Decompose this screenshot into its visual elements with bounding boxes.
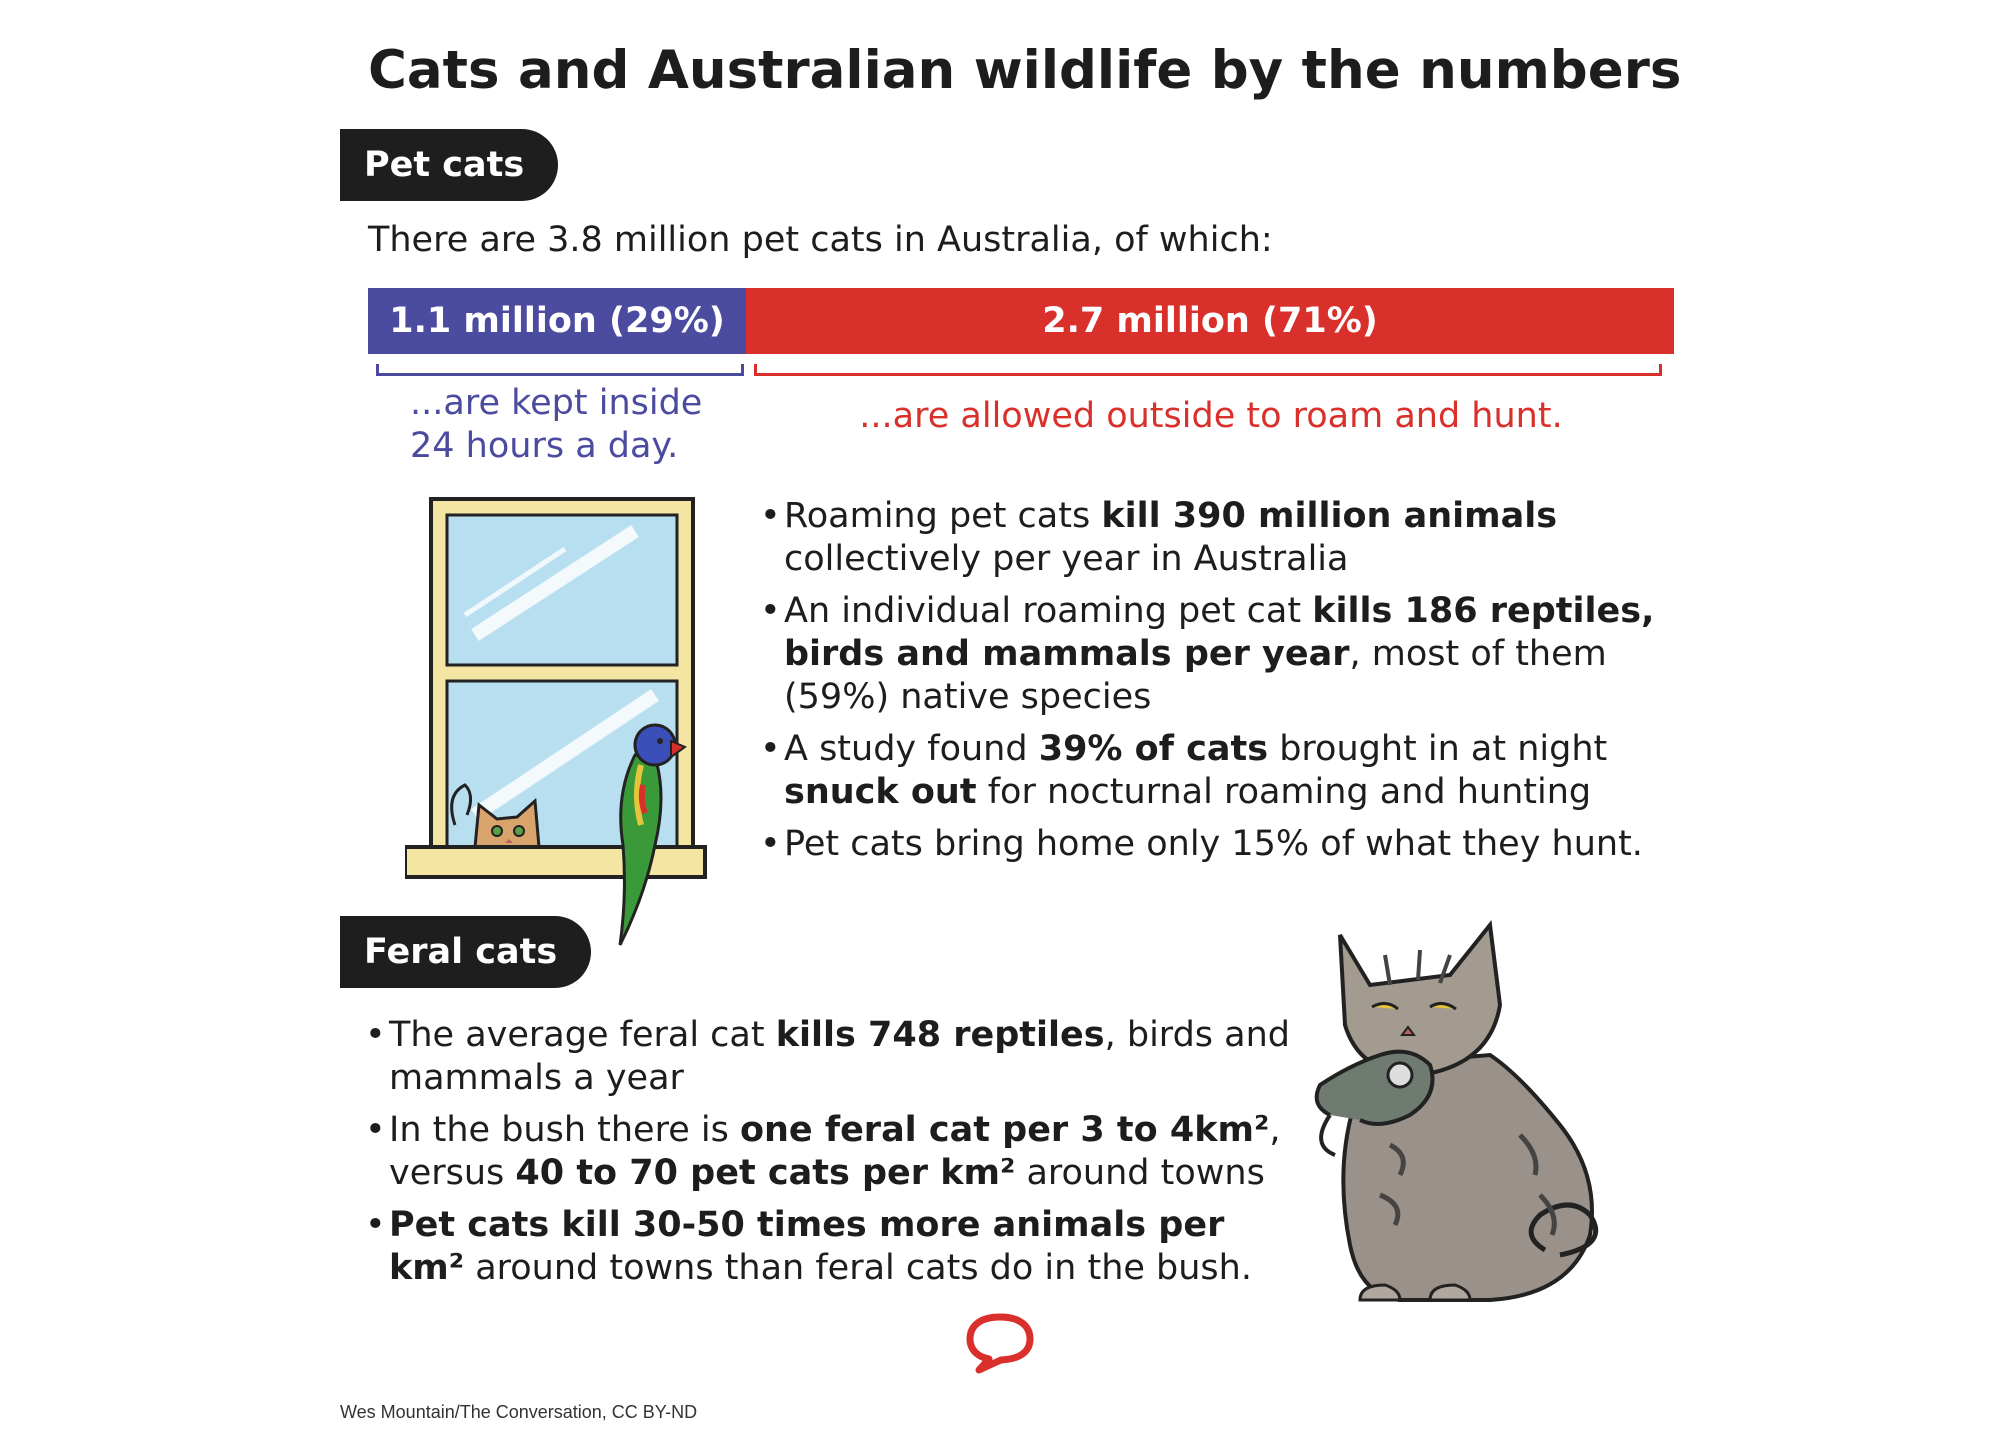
feral-cats-facts-list bbox=[365, 1014, 1295, 1299]
pet-fact-3-segment-4: snuck out bbox=[784, 772, 977, 812]
feral-fact-2-segment-5: around towns bbox=[1015, 1153, 1265, 1193]
page-title: Cats and Australian wildlife by the numbers bbox=[368, 40, 1682, 101]
pet-fact-4 bbox=[760, 823, 1680, 866]
pet-fact-3-segment-1: A study found bbox=[784, 729, 1039, 769]
window-cat-parrot-illustration bbox=[405, 495, 715, 950]
feral-fact-2 bbox=[365, 1109, 1295, 1195]
bar-label-outside: 2.7 million (71%) bbox=[1042, 301, 1378, 341]
feral-fact-1-segment-3: , birds and mammals a year bbox=[389, 1015, 1290, 1098]
pet-fact-3-segment-5: for nocturnal roaming and hunting bbox=[976, 772, 1592, 812]
pet-fact-1 bbox=[760, 495, 1680, 581]
pet-cats-facts-list bbox=[760, 495, 1680, 875]
bar-segment-outside bbox=[746, 288, 1674, 354]
pet-fact-2 bbox=[760, 590, 1680, 719]
pet-fact-4-segment-1: Pet cats bring home only 15% of what they hunt. bbox=[784, 824, 1643, 864]
feral-fact-2-segment-2: one feral cat per 3 to 4km² bbox=[739, 1110, 1270, 1150]
feral-fact-3 bbox=[365, 1204, 1295, 1290]
feral-fact-3-segment-2: around towns than feral cats do in the bush. bbox=[464, 1248, 1252, 1288]
pet-fact-3-segment-2: 39% of cats bbox=[1038, 729, 1269, 769]
pet-cats-section-label: Pet cats bbox=[340, 129, 558, 201]
pet-fact-2-segment-3: , most of them (59%) native species bbox=[784, 634, 1607, 717]
pet-fact-2-segment-2: kills 186 reptiles, birds and mammals per year bbox=[784, 591, 1655, 674]
feral-cat-with-lizard-illustration bbox=[1290, 915, 1630, 1315]
caption-inside-line2: 24 hours a day. bbox=[410, 426, 679, 466]
bar-label-inside: 1.1 million (29%) bbox=[389, 301, 725, 341]
caption-outside: ...are allowed outside to roam and hunt. bbox=[859, 396, 1563, 436]
feral-fact-1 bbox=[365, 1014, 1295, 1100]
pet-cats-intro: There are 3.8 million pet cats in Australia, of which: bbox=[368, 220, 1273, 260]
caption-inside-line1: ...are kept inside bbox=[410, 383, 703, 423]
caption-inside bbox=[410, 382, 702, 468]
feral-fact-2-segment-3: , versus bbox=[389, 1110, 1281, 1193]
pet-fact-1-segment-1: Roaming pet cats bbox=[784, 496, 1102, 536]
feral-cats-section-label: Feral cats bbox=[340, 916, 591, 988]
feral-fact-2-segment-1: In the bush there is bbox=[389, 1110, 740, 1150]
pet-fact-1-segment-3: collectively per year in Australia bbox=[784, 539, 1349, 579]
feral-fact-1-segment-1: The average feral cat bbox=[389, 1015, 776, 1055]
pet-fact-1-segment-2: kill 390 million animals bbox=[1101, 496, 1558, 536]
pet-fact-3 bbox=[760, 728, 1680, 814]
bracket-outside bbox=[754, 364, 1662, 376]
pet-fact-3-segment-3: brought in at night bbox=[1268, 729, 1608, 769]
bracket-inside bbox=[376, 364, 744, 376]
feral-fact-3-segment-1: Pet cats kill 30-50 times more animals per km² bbox=[389, 1205, 1225, 1288]
the-conversation-speech-bubble-logo bbox=[965, 1312, 1035, 1374]
bar-segment-inside bbox=[368, 288, 746, 354]
pet-fact-2-segment-1: An individual roaming pet cat bbox=[784, 591, 1313, 631]
stacked-bar-chart bbox=[368, 288, 1674, 354]
feral-fact-2-segment-4: 40 to 70 pet cats per km² bbox=[515, 1153, 1016, 1193]
image-credit: Wes Mountain/The Conversation, CC BY-ND bbox=[340, 1402, 698, 1422]
feral-fact-1-segment-2: kills 748 reptiles bbox=[775, 1015, 1105, 1055]
